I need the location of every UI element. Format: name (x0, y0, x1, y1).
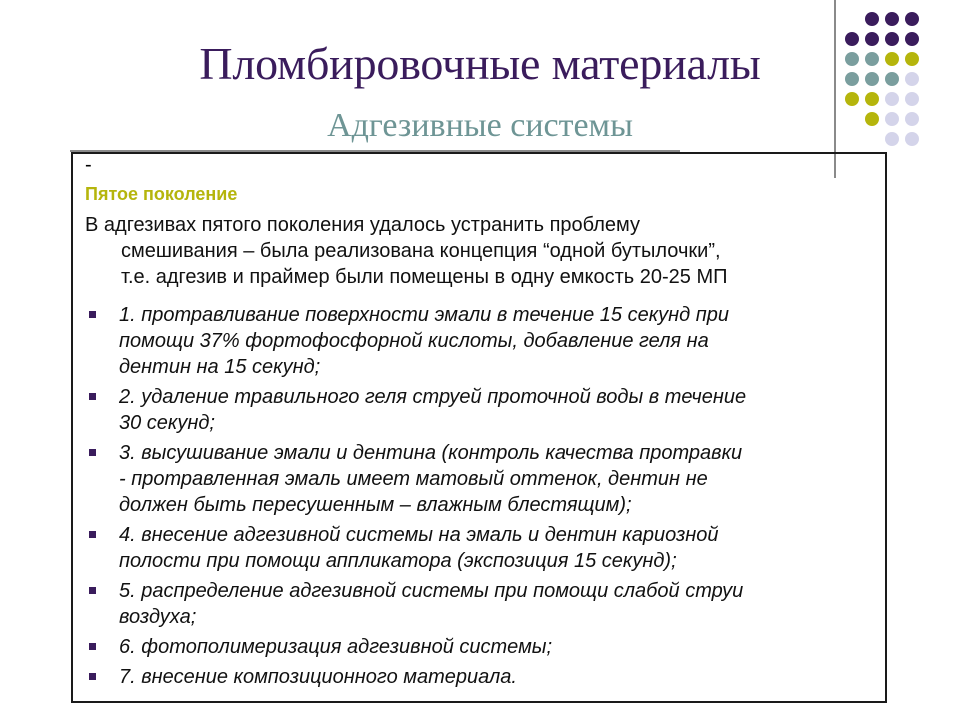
decor-dot (885, 32, 899, 46)
square-bullet-icon (89, 449, 96, 456)
step-line: 3. высушивание эмали и дентина (контроль качества протравки (119, 442, 743, 464)
decor-dot (885, 132, 899, 146)
decor-dot (885, 112, 899, 126)
decor-dot (865, 92, 879, 106)
decor-dot (905, 72, 919, 86)
decor-dot (905, 52, 919, 66)
section-heading: Пятое поколение (85, 184, 238, 204)
step-line: 5. распределение адгезивной системы при помощи слабой струи (119, 580, 744, 602)
steps-list (85, 302, 875, 694)
step-line: 2. удаление травильного геля струей проточной воды в течение (119, 386, 747, 408)
step-line: 6. фотополимеризация адгезивной системы; (119, 636, 553, 658)
step-item (85, 440, 875, 518)
step-line: 1. протравливание поверхности эмали в течение 15 секунд при (119, 304, 730, 326)
decor-dot (865, 112, 879, 126)
decor-dot (905, 32, 919, 46)
step-item (85, 384, 875, 436)
slide-subtitle: Адгезивные системы (327, 107, 633, 144)
step-line: должен быть пересушенным – влажным блестящим); (119, 494, 632, 516)
content-box (71, 152, 887, 703)
step-item (85, 578, 875, 630)
slide-title: Пломбировочные материалы (199, 38, 761, 89)
square-bullet-icon (89, 673, 96, 680)
step-item (85, 302, 875, 380)
decor-dot-grid (845, 0, 960, 160)
decor-dot (885, 92, 899, 106)
square-bullet-icon (89, 393, 96, 400)
intro-line: смешивания – была реализована концепция “одной бутылочки”, (121, 240, 721, 262)
step-item (85, 634, 875, 660)
step-line: воздуха; (119, 606, 197, 628)
decor-dot (845, 32, 859, 46)
intro-paragraph (85, 212, 875, 290)
decor-dot (845, 92, 859, 106)
decor-dot (865, 32, 879, 46)
decor-dot (845, 72, 859, 86)
square-bullet-icon (89, 531, 96, 538)
step-line: полости при помощи аппликатора (экспозиция 15 секунд); (119, 550, 677, 572)
step-line: 7. внесение композиционного материала. (119, 666, 517, 688)
decor-dot (905, 132, 919, 146)
step-line: дентин на 15 секунд; (119, 356, 321, 378)
step-item (85, 522, 875, 574)
decor-dot (865, 12, 879, 26)
step-line: помощи 37% фортофосфорной кислоты, добавление геля на (119, 330, 709, 352)
decor-dot (845, 52, 859, 66)
decor-dot (905, 12, 919, 26)
step-item (85, 664, 875, 690)
decor-dot (905, 92, 919, 106)
decor-dot (865, 72, 879, 86)
decor-dot (885, 52, 899, 66)
step-line: 4. внесение адгезивной системы на эмаль и дентин кариозной (119, 524, 719, 546)
square-bullet-icon (89, 643, 96, 650)
dash-marker: - (85, 154, 92, 176)
square-bullet-icon (89, 587, 96, 594)
intro-line: т.е. адгезив и праймер были помещены в одну емкость 20-25 МП (121, 266, 728, 288)
step-line: 30 секунд; (119, 412, 215, 434)
decor-dot (865, 52, 879, 66)
step-line: - протравленная эмаль имеет матовый оттенок, дентин не (119, 468, 708, 490)
decor-dot (905, 112, 919, 126)
decor-dot (885, 72, 899, 86)
square-bullet-icon (89, 311, 96, 318)
decor-dot (885, 12, 899, 26)
intro-line: В адгезивах пятого поколения удалось устранить проблему (85, 214, 640, 236)
